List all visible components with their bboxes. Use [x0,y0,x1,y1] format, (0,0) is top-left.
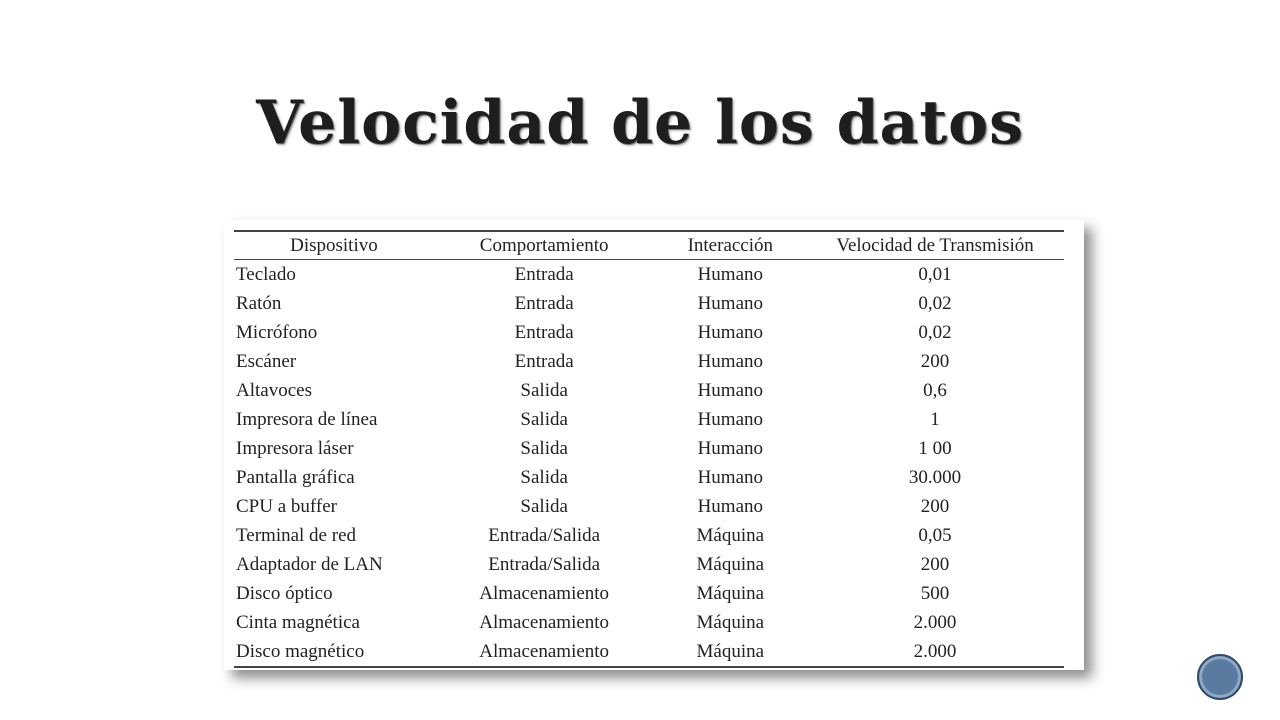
table-row [234,434,1064,463]
cell-device: Adaptador de LAN [236,554,383,575]
cell-interaction: Máquina [696,583,765,604]
cell-device: Terminal de red [236,525,357,546]
cell-speed: 30.000 [908,467,962,488]
cell-device: Impresora láser [236,438,354,459]
cell-behavior: Entrada/Salida [488,554,601,575]
table-row [234,550,1064,579]
cell-device: Disco óptico [236,583,333,604]
cell-speed: 0,6 [923,380,947,401]
cell-interaction: Humano [697,293,764,314]
cell-interaction: Humano [697,467,764,488]
cell-interaction: Máquina [696,612,765,633]
cell-speed: 200 [920,554,950,575]
cell-speed: 0,02 [918,322,952,343]
table-row [234,376,1064,405]
cell-speed: 200 [920,496,950,517]
cell-behavior: Salida [520,496,568,517]
table-body [234,260,1064,668]
table-row [234,637,1064,667]
cell-speed: 1 00 [918,438,952,459]
cell-interaction: Humano [697,409,764,430]
table-row [234,289,1064,318]
table-row [234,405,1064,434]
cell-device: Disco magnético [236,641,365,662]
cell-behavior: Salida [520,380,568,401]
table-row [234,492,1064,521]
cell-speed: 2.000 [913,612,957,633]
cell-behavior: Salida [520,438,568,459]
cell-interaction: Humano [697,380,764,401]
cell-device: Pantalla gráfica [236,467,355,488]
table-row [234,579,1064,608]
cell-interaction: Humano [697,496,764,517]
cell-speed: 500 [920,583,950,604]
table-header-row [234,231,1064,260]
cell-behavior: Entrada [514,264,574,285]
cell-device: Impresora de línea [236,409,378,430]
column-header-behavior: Comportamiento [479,234,609,256]
cell-behavior: Entrada [514,322,574,343]
slide-title: Velocidad de los datos [256,88,1024,158]
cell-behavior: Almacenamiento [479,641,610,662]
column-header-interaction: Interacción [687,234,774,256]
cell-behavior: Almacenamiento [479,583,610,604]
cell-device: Cinta magnética [236,612,360,633]
cell-speed: 0,05 [918,525,952,546]
cell-behavior: Salida [520,467,568,488]
cell-interaction: Máquina [696,641,765,662]
table-image [224,220,1084,670]
cell-device: CPU a buffer [236,496,337,517]
cell-device: Micrófono [236,322,318,343]
cell-speed: 0,01 [918,264,952,285]
table-row [234,521,1064,550]
cell-speed: 2.000 [913,641,957,662]
cell-behavior: Entrada [514,351,574,372]
cell-speed: 0,02 [918,293,952,314]
cell-speed: 200 [920,351,950,372]
slide-nav-button[interactable] [1197,654,1243,700]
data-speed-table [234,230,1064,668]
cell-behavior: Entrada/Salida [488,525,601,546]
cell-interaction: Humano [697,351,764,372]
table-row [234,347,1064,376]
cell-interaction: Máquina [696,525,765,546]
cell-speed: 1 [930,409,940,430]
cell-device: Altavoces [236,380,312,401]
table-row [234,260,1064,290]
cell-behavior: Entrada [514,293,574,314]
table-row [234,318,1064,347]
cell-behavior: Salida [520,409,568,430]
column-header-device: Dispositivo [290,234,378,256]
cell-device: Teclado [236,264,296,285]
cell-interaction: Máquina [696,554,765,575]
cell-device: Escáner [236,351,297,372]
column-header-speed: Velocidad de Transmisión [836,234,1034,256]
table-row [234,463,1064,492]
cell-interaction: Humano [697,322,764,343]
cell-device: Ratón [236,293,282,314]
cell-interaction: Humano [697,264,764,285]
cell-behavior: Almacenamiento [479,612,610,633]
table-row [234,608,1064,637]
cell-interaction: Humano [697,438,764,459]
